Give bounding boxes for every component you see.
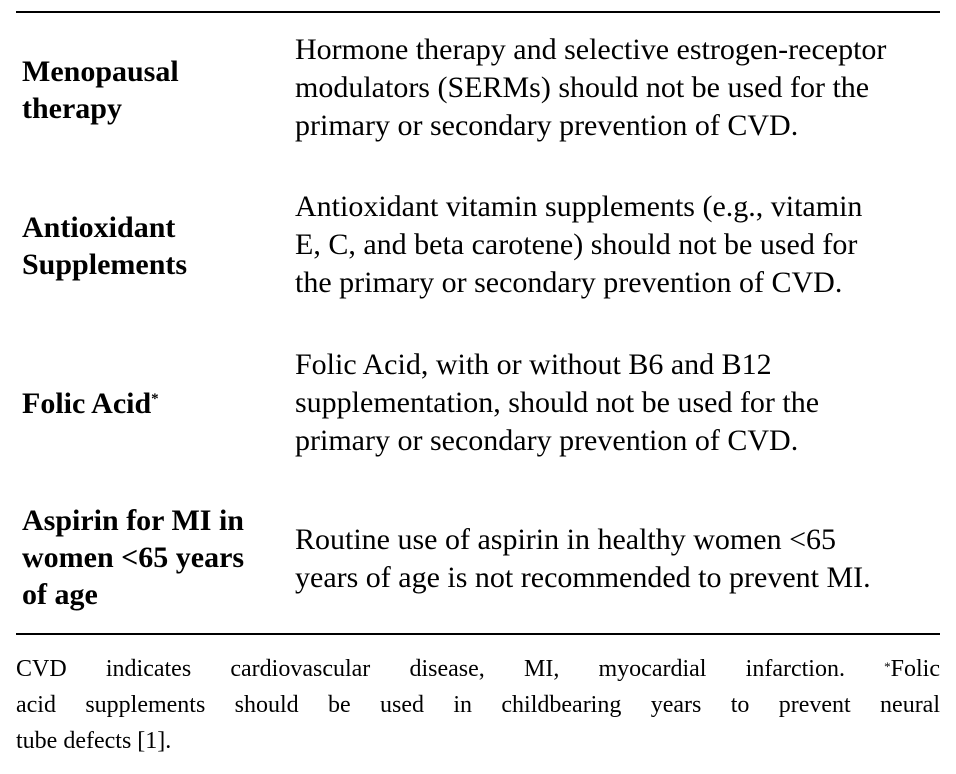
- footnote-line: acid supplements should be used in childbearing years to prevent neural: [16, 692, 940, 718]
- row-description: [295, 346, 945, 460]
- row-description-line: Antioxidant vitamin supplements (e.g., vitamin: [295, 190, 863, 223]
- row-label: [22, 385, 282, 422]
- footnote-text: CVD indicates cardiovascular disease, MI, myocardial infarction.: [16, 656, 885, 682]
- row-description-line: Folic Acid, with or without B6 and B12: [295, 348, 772, 381]
- table-top-rule: [16, 11, 940, 13]
- footnote-marker: *: [151, 391, 159, 407]
- footnote-text: Folic: [890, 656, 940, 682]
- footnote-marker: *: [884, 659, 891, 674]
- row-description: [295, 31, 945, 145]
- row-label: [22, 53, 282, 127]
- row-description-line: supplementation, should not be used for the: [295, 386, 820, 419]
- footnote-line: [16, 651, 940, 687]
- table-footnote: [16, 651, 940, 759]
- row-label-line: Antioxidant: [22, 211, 176, 244]
- row-description-line: years of age is not recommended to prevent MI.: [295, 561, 871, 594]
- row-label-line: of age: [22, 578, 98, 611]
- row-description: [295, 188, 945, 302]
- row-label: [22, 209, 282, 283]
- row-label-line: Aspirin for MI in: [22, 504, 244, 537]
- row-description-line: modulators (SERMs) should not be used for the: [295, 71, 870, 104]
- row-description-line: primary or secondary prevention of CVD.: [295, 424, 799, 457]
- footnote-line: tube defects [1].: [16, 728, 172, 754]
- row-label-text: Folic Acid: [22, 387, 152, 420]
- row-description-line: the primary or secondary prevention of CVD.: [295, 266, 843, 299]
- row-description-line: Hormone therapy and selective estrogen-receptor: [295, 33, 887, 66]
- row-label-line: women <65 years: [22, 541, 245, 574]
- row-label: [22, 502, 282, 613]
- row-label-line: therapy: [22, 92, 122, 125]
- table-bottom-rule: [16, 633, 940, 635]
- row-label-line: [22, 385, 282, 422]
- row-description-line: E, C, and beta carotene) should not be used for: [295, 228, 858, 261]
- row-description: [295, 521, 945, 597]
- row-description-line: primary or secondary prevention of CVD.: [295, 109, 799, 142]
- row-label-line: Supplements: [22, 248, 188, 281]
- row-label-line: Menopausal: [22, 55, 179, 88]
- row-description-line: Routine use of aspirin in healthy women <65: [295, 523, 836, 556]
